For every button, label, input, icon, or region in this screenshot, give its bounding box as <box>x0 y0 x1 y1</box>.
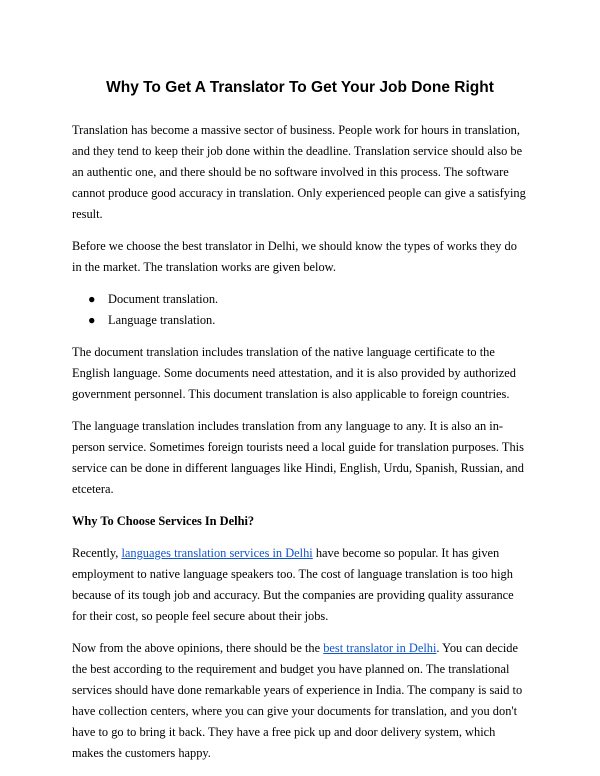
paragraph-intro: Translation has become a massive sector of business. People work for hours in translation, and they tend to keep their job done within the deadline. Translation service should also be an authentic one, and there should be no software involved in this process. The software cannot produce good accuracy in translation. Only experienced people can give a satisfying result. <box>72 123 526 221</box>
list-item <box>72 289 528 310</box>
bullet-icon: ● <box>88 313 96 327</box>
paragraph-types-intro: Before we choose the best translator in Delhi, we should know the types of works they do in the market. The translation works are given below. <box>72 239 517 274</box>
list-item <box>72 310 528 331</box>
paragraph-language-translation: The language translation includes translation from any language to any. It is also an in-person service. Sometimes foreign tourists need a local guide for translation purposes. This service can be done in different languages like Hindi, English, Urdu, Spanish, Russian, and etcetera. <box>72 419 524 496</box>
bullet-icon: ● <box>88 292 96 306</box>
translation-types-list <box>72 289 528 331</box>
paragraph-text: Now from the above opinions, there should be the <box>72 641 324 655</box>
document-title: Why To Get A Translator To Get Your Job Done Right <box>106 79 494 96</box>
paragraph-document-translation: The document translation includes translation of the native language certificate to the English language. Some documents need attestation, and it is also provided by authorized government personnel. This document translation is also applicable to foreign countries. <box>72 345 516 401</box>
best-translator-link[interactable]: best translator in Delhi <box>323 641 437 655</box>
paragraph-recently <box>72 543 528 627</box>
paragraph-conclusion <box>72 638 528 764</box>
languages-translation-services-link[interactable]: languages translation services in Delhi <box>121 546 313 560</box>
paragraph-text: . You can decide the best according to the requirement and budget you have planned on. The translational services should have done remarkable years of experience in India. The company is said to have collection centers, where you can give your documents for translation, and you don't have to go to bring it back. They have a free pick up and door delivery system, which makes the customers happy. <box>72 641 523 760</box>
list-item-text: Document translation. <box>108 292 219 306</box>
paragraph-text: have become so popular. It has given employment to native language speakers too. The cost of language translation is too high because of its tough job and accuracy. But the companies are providing quality assurance for their cost, so people feel secure about their jobs. <box>72 546 514 623</box>
section-heading: Why To Choose Services In Delhi? <box>72 514 255 528</box>
paragraph-text: Recently, <box>72 546 122 560</box>
list-item-text: Language translation. <box>108 313 216 327</box>
